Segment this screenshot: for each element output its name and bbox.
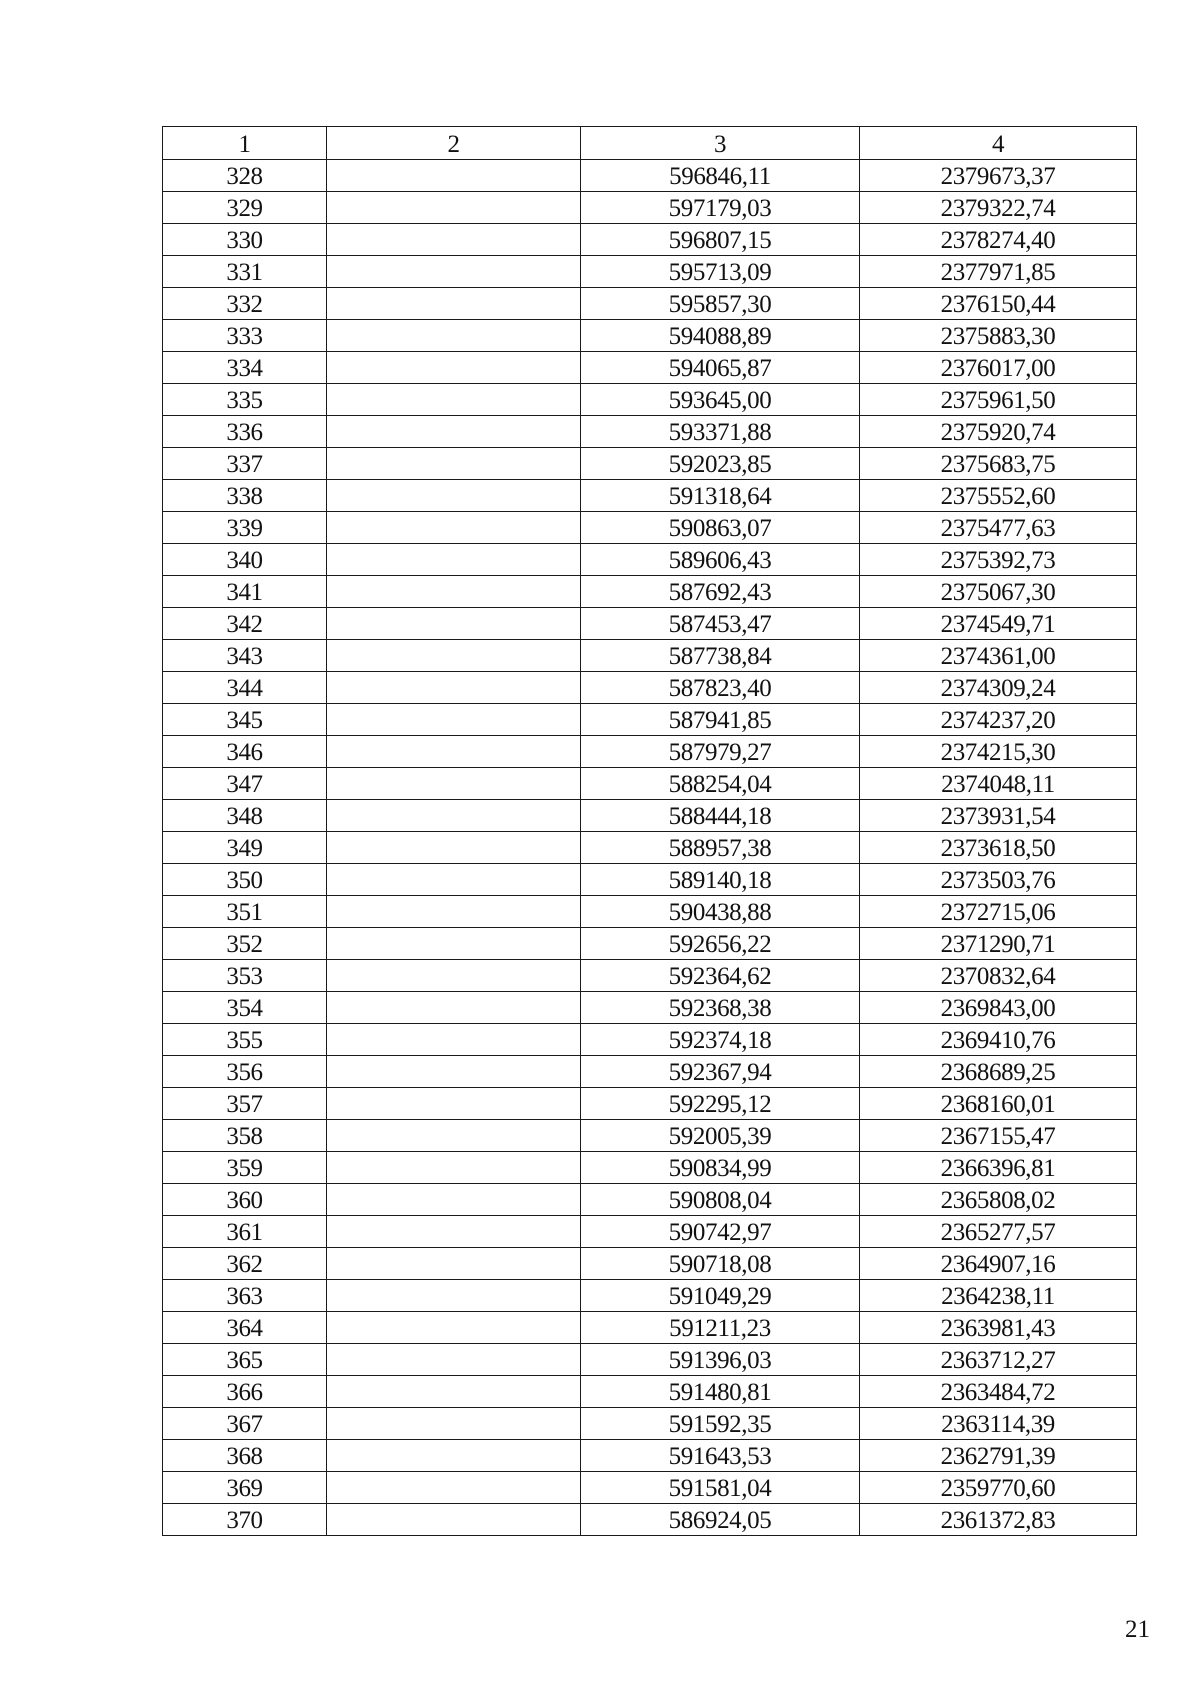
- column-2-cell: [327, 800, 581, 832]
- y-coordinate-cell: 2379322,74: [860, 192, 1137, 224]
- point-number-cell: 345: [163, 704, 327, 736]
- point-number-cell: 358: [163, 1120, 327, 1152]
- point-number-cell: 342: [163, 608, 327, 640]
- x-coordinate-cell: 590834,99: [581, 1152, 860, 1184]
- column-2-cell: [327, 992, 581, 1024]
- point-number-cell: 355: [163, 1024, 327, 1056]
- table-row: [163, 768, 1137, 800]
- x-coordinate-cell: 588444,18: [581, 800, 860, 832]
- table-row: [163, 384, 1137, 416]
- table-row: [163, 1472, 1137, 1504]
- point-number-cell: 340: [163, 544, 327, 576]
- column-2-cell: [327, 1440, 581, 1472]
- table-row: [163, 1152, 1137, 1184]
- point-number-cell: 335: [163, 384, 327, 416]
- y-coordinate-cell: 2365277,57: [860, 1216, 1137, 1248]
- y-coordinate-cell: 2375961,50: [860, 384, 1137, 416]
- x-coordinate-cell: 591592,35: [581, 1408, 860, 1440]
- y-coordinate-cell: 2373618,50: [860, 832, 1137, 864]
- x-coordinate-cell: 591318,64: [581, 480, 860, 512]
- table-row: [163, 1408, 1137, 1440]
- column-header-3: 3: [581, 127, 860, 160]
- y-coordinate-cell: 2369410,76: [860, 1024, 1137, 1056]
- table-row: [163, 640, 1137, 672]
- column-2-cell: [327, 512, 581, 544]
- y-coordinate-cell: 2379673,37: [860, 160, 1137, 192]
- page-number: 21: [1125, 1616, 1150, 1643]
- point-number-cell: 370: [163, 1504, 327, 1536]
- column-2-cell: [327, 1088, 581, 1120]
- x-coordinate-cell: 596807,15: [581, 224, 860, 256]
- point-number-cell: 365: [163, 1344, 327, 1376]
- table-row: [163, 1376, 1137, 1408]
- table-row: [163, 1056, 1137, 1088]
- y-coordinate-cell: 2373503,76: [860, 864, 1137, 896]
- table-row: [163, 1088, 1137, 1120]
- y-coordinate-cell: 2378274,40: [860, 224, 1137, 256]
- point-number-cell: 330: [163, 224, 327, 256]
- x-coordinate-cell: 595713,09: [581, 256, 860, 288]
- table-row: [163, 1024, 1137, 1056]
- x-coordinate-cell: 592295,12: [581, 1088, 860, 1120]
- point-number-cell: 361: [163, 1216, 327, 1248]
- point-number-cell: 368: [163, 1440, 327, 1472]
- table-header: [163, 127, 1137, 160]
- table-row: [163, 960, 1137, 992]
- column-2-cell: [327, 160, 581, 192]
- x-coordinate-cell: 594065,87: [581, 352, 860, 384]
- x-coordinate-cell: 589606,43: [581, 544, 860, 576]
- table-row: [163, 512, 1137, 544]
- x-coordinate-cell: 586924,05: [581, 1504, 860, 1536]
- y-coordinate-cell: 2363114,39: [860, 1408, 1137, 1440]
- column-2-cell: [327, 1280, 581, 1312]
- point-number-cell: 329: [163, 192, 327, 224]
- column-2-cell: [327, 320, 581, 352]
- column-2-cell: [327, 736, 581, 768]
- y-coordinate-cell: 2375683,75: [860, 448, 1137, 480]
- table-row: [163, 480, 1137, 512]
- point-number-cell: 367: [163, 1408, 327, 1440]
- column-2-cell: [327, 384, 581, 416]
- table-row: [163, 928, 1137, 960]
- point-number-cell: 337: [163, 448, 327, 480]
- x-coordinate-cell: 591396,03: [581, 1344, 860, 1376]
- table-row: [163, 1216, 1137, 1248]
- y-coordinate-cell: 2376017,00: [860, 352, 1137, 384]
- table-row: [163, 864, 1137, 896]
- column-2-cell: [327, 832, 581, 864]
- point-number-cell: 339: [163, 512, 327, 544]
- point-number-cell: 334: [163, 352, 327, 384]
- column-2-cell: [327, 480, 581, 512]
- x-coordinate-cell: 591581,04: [581, 1472, 860, 1504]
- column-2-cell: [327, 1248, 581, 1280]
- point-number-cell: 344: [163, 672, 327, 704]
- point-number-cell: 338: [163, 480, 327, 512]
- y-coordinate-cell: 2375920,74: [860, 416, 1137, 448]
- column-2-cell: [327, 1056, 581, 1088]
- table-row: [163, 224, 1137, 256]
- column-header-2: 2: [327, 127, 581, 160]
- point-number-cell: 346: [163, 736, 327, 768]
- y-coordinate-cell: 2359770,60: [860, 1472, 1137, 1504]
- x-coordinate-cell: 591049,29: [581, 1280, 860, 1312]
- y-coordinate-cell: 2364238,11: [860, 1280, 1137, 1312]
- table-row: [163, 800, 1137, 832]
- column-2-cell: [327, 864, 581, 896]
- x-coordinate-cell: 592364,62: [581, 960, 860, 992]
- x-coordinate-cell: 596846,11: [581, 160, 860, 192]
- point-number-cell: 363: [163, 1280, 327, 1312]
- x-coordinate-cell: 589140,18: [581, 864, 860, 896]
- x-coordinate-cell: 592023,85: [581, 448, 860, 480]
- x-coordinate-cell: 591480,81: [581, 1376, 860, 1408]
- x-coordinate-cell: 591211,23: [581, 1312, 860, 1344]
- x-coordinate-cell: 588957,38: [581, 832, 860, 864]
- x-coordinate-cell: 590808,04: [581, 1184, 860, 1216]
- y-coordinate-cell: 2375067,30: [860, 576, 1137, 608]
- y-coordinate-cell: 2374215,30: [860, 736, 1137, 768]
- column-2-cell: [327, 1344, 581, 1376]
- point-number-cell: 352: [163, 928, 327, 960]
- table-row: [163, 832, 1137, 864]
- column-2-cell: [327, 1184, 581, 1216]
- point-number-cell: 348: [163, 800, 327, 832]
- x-coordinate-cell: 592656,22: [581, 928, 860, 960]
- y-coordinate-cell: 2376150,44: [860, 288, 1137, 320]
- x-coordinate-cell: 587941,85: [581, 704, 860, 736]
- x-coordinate-cell: 592368,38: [581, 992, 860, 1024]
- table-row: [163, 1504, 1137, 1536]
- y-coordinate-cell: 2369843,00: [860, 992, 1137, 1024]
- column-2-cell: [327, 448, 581, 480]
- table-row: [163, 1344, 1137, 1376]
- y-coordinate-cell: 2363981,43: [860, 1312, 1137, 1344]
- y-coordinate-cell: 2365808,02: [860, 1184, 1137, 1216]
- point-number-cell: 343: [163, 640, 327, 672]
- column-2-cell: [327, 576, 581, 608]
- point-number-cell: 350: [163, 864, 327, 896]
- table-row: [163, 1280, 1137, 1312]
- column-header-4: 4: [860, 127, 1137, 160]
- point-number-cell: 369: [163, 1472, 327, 1504]
- table-row: [163, 448, 1137, 480]
- column-2-cell: [327, 1408, 581, 1440]
- y-coordinate-cell: 2370832,64: [860, 960, 1137, 992]
- point-number-cell: 357: [163, 1088, 327, 1120]
- point-number-cell: 366: [163, 1376, 327, 1408]
- column-2-cell: [327, 1376, 581, 1408]
- table-row: [163, 896, 1137, 928]
- x-coordinate-cell: 587692,43: [581, 576, 860, 608]
- point-number-cell: 331: [163, 256, 327, 288]
- y-coordinate-cell: 2374309,24: [860, 672, 1137, 704]
- x-coordinate-cell: 587823,40: [581, 672, 860, 704]
- column-2-cell: [327, 1024, 581, 1056]
- point-number-cell: 354: [163, 992, 327, 1024]
- point-number-cell: 351: [163, 896, 327, 928]
- column-2-cell: [327, 672, 581, 704]
- table-row: [163, 256, 1137, 288]
- y-coordinate-cell: 2375883,30: [860, 320, 1137, 352]
- table-row: [163, 416, 1137, 448]
- x-coordinate-cell: 587453,47: [581, 608, 860, 640]
- y-coordinate-cell: 2375392,73: [860, 544, 1137, 576]
- table-row: [163, 544, 1137, 576]
- table-row: [163, 672, 1137, 704]
- column-2-cell: [327, 192, 581, 224]
- table-row: [163, 1184, 1137, 1216]
- column-2-cell: [327, 1472, 581, 1504]
- x-coordinate-cell: 595857,30: [581, 288, 860, 320]
- table-row: [163, 1312, 1137, 1344]
- point-number-cell: 328: [163, 160, 327, 192]
- x-coordinate-cell: 587979,27: [581, 736, 860, 768]
- y-coordinate-cell: 2367155,47: [860, 1120, 1137, 1152]
- y-coordinate-cell: 2373931,54: [860, 800, 1137, 832]
- y-coordinate-cell: 2374549,71: [860, 608, 1137, 640]
- x-coordinate-cell: 592374,18: [581, 1024, 860, 1056]
- x-coordinate-cell: 590863,07: [581, 512, 860, 544]
- table-row: [163, 1248, 1137, 1280]
- column-header-1: 1: [163, 127, 327, 160]
- point-number-cell: 353: [163, 960, 327, 992]
- point-number-cell: 364: [163, 1312, 327, 1344]
- table-row: [163, 576, 1137, 608]
- x-coordinate-cell: 593645,00: [581, 384, 860, 416]
- y-coordinate-cell: 2372715,06: [860, 896, 1137, 928]
- point-number-cell: 349: [163, 832, 327, 864]
- point-number-cell: 359: [163, 1152, 327, 1184]
- y-coordinate-cell: 2366396,81: [860, 1152, 1137, 1184]
- table-row: [163, 192, 1137, 224]
- table-row: [163, 160, 1137, 192]
- column-2-cell: [327, 256, 581, 288]
- column-2-cell: [327, 224, 581, 256]
- table-row: [163, 352, 1137, 384]
- table-row: [163, 288, 1137, 320]
- y-coordinate-cell: 2362791,39: [860, 1440, 1137, 1472]
- point-number-cell: 341: [163, 576, 327, 608]
- table-row: [163, 320, 1137, 352]
- point-number-cell: 360: [163, 1184, 327, 1216]
- point-number-cell: 347: [163, 768, 327, 800]
- x-coordinate-cell: 588254,04: [581, 768, 860, 800]
- x-coordinate-cell: 587738,84: [581, 640, 860, 672]
- table-row: [163, 1120, 1137, 1152]
- column-2-cell: [327, 416, 581, 448]
- point-number-cell: 336: [163, 416, 327, 448]
- table-row: [163, 1440, 1137, 1472]
- x-coordinate-cell: 594088,89: [581, 320, 860, 352]
- column-2-cell: [327, 544, 581, 576]
- coordinates-table: [162, 126, 1137, 1536]
- table-row: [163, 736, 1137, 768]
- point-number-cell: 333: [163, 320, 327, 352]
- x-coordinate-cell: 591643,53: [581, 1440, 860, 1472]
- point-number-cell: 332: [163, 288, 327, 320]
- column-2-cell: [327, 288, 581, 320]
- y-coordinate-cell: 2368689,25: [860, 1056, 1137, 1088]
- y-coordinate-cell: 2374237,20: [860, 704, 1137, 736]
- table-row: [163, 704, 1137, 736]
- y-coordinate-cell: 2374361,00: [860, 640, 1137, 672]
- header-row: [163, 127, 1137, 160]
- column-2-cell: [327, 960, 581, 992]
- x-coordinate-cell: 593371,88: [581, 416, 860, 448]
- column-2-cell: [327, 928, 581, 960]
- column-2-cell: [327, 768, 581, 800]
- column-2-cell: [327, 1312, 581, 1344]
- x-coordinate-cell: 592367,94: [581, 1056, 860, 1088]
- y-coordinate-cell: 2371290,71: [860, 928, 1137, 960]
- point-number-cell: 356: [163, 1056, 327, 1088]
- y-coordinate-cell: 2377971,85: [860, 256, 1137, 288]
- y-coordinate-cell: 2361372,83: [860, 1504, 1137, 1536]
- x-coordinate-cell: 590438,88: [581, 896, 860, 928]
- column-2-cell: [327, 608, 581, 640]
- x-coordinate-cell: 592005,39: [581, 1120, 860, 1152]
- y-coordinate-cell: 2375477,63: [860, 512, 1137, 544]
- column-2-cell: [327, 1504, 581, 1536]
- y-coordinate-cell: 2374048,11: [860, 768, 1137, 800]
- column-2-cell: [327, 1152, 581, 1184]
- column-2-cell: [327, 640, 581, 672]
- table-row: [163, 992, 1137, 1024]
- y-coordinate-cell: 2368160,01: [860, 1088, 1137, 1120]
- x-coordinate-cell: 590718,08: [581, 1248, 860, 1280]
- y-coordinate-cell: 2375552,60: [860, 480, 1137, 512]
- y-coordinate-cell: 2363484,72: [860, 1376, 1137, 1408]
- x-coordinate-cell: 597179,03: [581, 192, 860, 224]
- y-coordinate-cell: 2364907,16: [860, 1248, 1137, 1280]
- column-2-cell: [327, 1120, 581, 1152]
- column-2-cell: [327, 1216, 581, 1248]
- y-coordinate-cell: 2363712,27: [860, 1344, 1137, 1376]
- table-row: [163, 608, 1137, 640]
- table-body: [163, 160, 1137, 1536]
- x-coordinate-cell: 590742,97: [581, 1216, 860, 1248]
- column-2-cell: [327, 896, 581, 928]
- column-2-cell: [327, 704, 581, 736]
- point-number-cell: 362: [163, 1248, 327, 1280]
- column-2-cell: [327, 352, 581, 384]
